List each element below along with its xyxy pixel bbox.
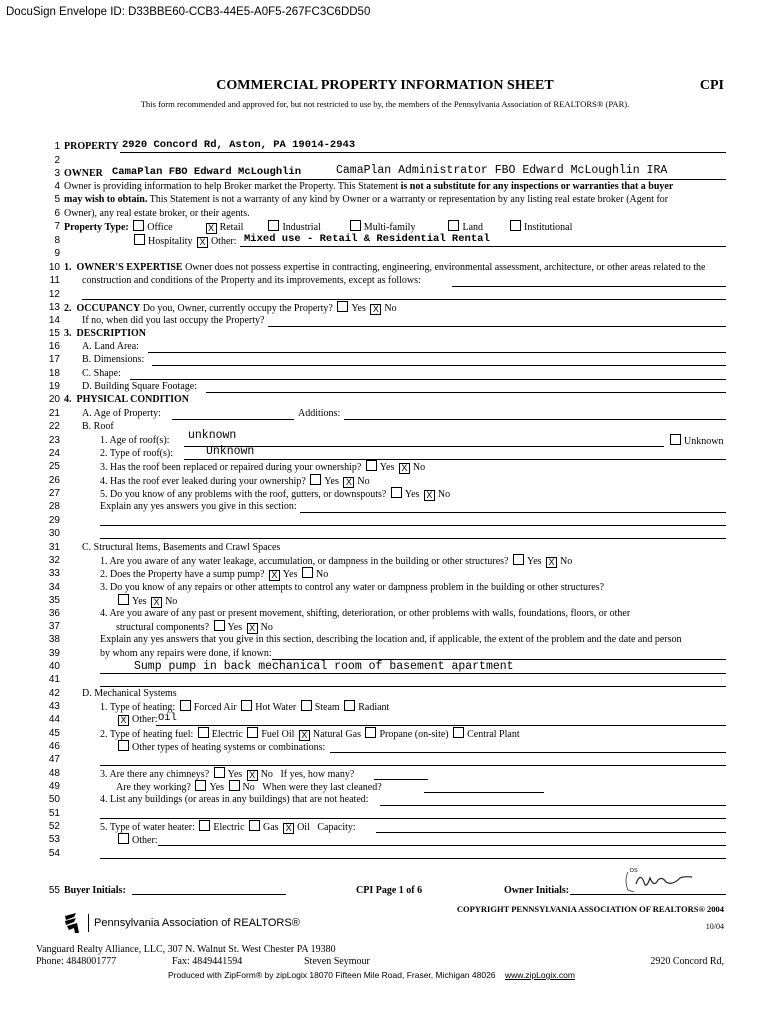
institutional-label: Institutional (524, 222, 573, 233)
type-roof-label: 2. Type of roof(s): (100, 448, 173, 459)
electric-fuel-label: Electric (211, 729, 243, 740)
bsf-line[interactable] (206, 392, 726, 393)
bsf-label: D. Building Square Footage: (82, 381, 197, 392)
owner-value-a[interactable]: CamaPlan FBO Edward McLoughlin (112, 166, 302, 178)
st-q4b: structural components? (116, 622, 210, 633)
chimneys-yes-checkbox[interactable] (214, 767, 225, 778)
wh-gas-checkbox[interactable] (249, 820, 260, 831)
st-q1-no-label: No (560, 556, 573, 567)
office-checkbox[interactable] (133, 220, 144, 231)
roof-label: B. Roof (82, 421, 114, 432)
line-number: 25 (48, 461, 60, 472)
st-q2-yes-checkbox[interactable]: X (269, 570, 280, 581)
owner-label: OWNER (64, 168, 103, 179)
line-number: 18 (48, 368, 60, 379)
age-property-line[interactable] (172, 419, 294, 420)
section2-title: OCCUPANCY (76, 303, 141, 314)
propane-checkbox[interactable] (365, 727, 376, 738)
st-q2-yes-label: Yes (282, 569, 298, 580)
other-type-label: Other: (210, 236, 237, 247)
line-number: 9 (54, 248, 60, 259)
line-number: 12 (48, 289, 60, 300)
st-explain-value[interactable]: Sump pump in back mechanical room of basement apartment (134, 660, 514, 673)
section1-num: 1. (64, 262, 72, 273)
line-number: 14 (48, 315, 60, 326)
hospitality-checkbox[interactable] (134, 234, 145, 245)
footer-agent: Steven Seymour (304, 956, 370, 967)
wh-electric-label: Electric (213, 822, 245, 833)
form-subtitle: This form recommended and approved for, but not restricted to use by, the members of the Pennsylvania Association of REALTORS® (PAR). (140, 99, 630, 109)
section4-num: 4. (64, 394, 72, 405)
working-yes-checkbox[interactable] (195, 780, 206, 791)
cleaned-label: When were they last cleaned? (262, 782, 382, 793)
chimneys-no-checkbox[interactable]: X (247, 770, 258, 781)
st-q3-no-label: No (165, 596, 178, 607)
line-number: 27 (48, 488, 60, 499)
other-heating-line-1[interactable] (330, 752, 726, 753)
wh-gas-label: Gas (263, 822, 279, 833)
st-q4-no-label: No (260, 622, 273, 633)
heat-other-line (156, 725, 726, 726)
line-number: 41 (48, 674, 60, 685)
line-number: 51 (48, 808, 60, 819)
other-type-checkbox[interactable]: X (197, 237, 208, 248)
wh-other-checkbox[interactable] (118, 833, 129, 844)
copyright: COPYRIGHT PENNSYLVANIA ASSOCIATION OF REALTORS® 2004 (456, 904, 724, 914)
ds-mark: DS (630, 868, 638, 874)
line-number: 6 (54, 208, 60, 219)
line-number: 34 (48, 582, 60, 593)
property-value[interactable]: 2920 Concord Rd, Aston, PA 19014-2943 (122, 139, 356, 151)
section2-num: 2. (64, 303, 72, 314)
st-explain-line-3[interactable] (100, 686, 726, 687)
other-heating-checkbox[interactable] (118, 740, 129, 751)
line-number: 26 (48, 475, 60, 486)
st-q1-no-checkbox[interactable]: X (546, 557, 557, 568)
section1-text: Owner does not possess expertise in contracting, engineering, environmental assessment, architecture, or other areas related to the (182, 262, 706, 273)
roof-unknown-label: Unknown (684, 436, 724, 447)
line-number: 48 (48, 768, 60, 779)
fuel-oil-checkbox[interactable] (247, 727, 258, 738)
line-number: 21 (48, 408, 60, 419)
section3-num: 3. (64, 328, 72, 339)
shape-line[interactable] (130, 379, 726, 380)
age-roof-label: 1. Age of roof(s): (100, 435, 170, 446)
page-info: CPI Page 1 of 6 (356, 885, 423, 896)
line-number: 10 (48, 262, 60, 273)
dimensions-line[interactable] (152, 365, 726, 366)
section2-text2: If no, when did you last occupy the Property? (82, 315, 265, 326)
st-q3-yes-label: Yes (132, 596, 147, 607)
hot-water-label: Hot Water (255, 702, 297, 713)
st-q4-yes-label: Yes (227, 622, 243, 633)
expertise-line-1 (452, 286, 726, 287)
dimensions-label: B. Dimensions: (82, 354, 145, 365)
wh-other-label: Other: (132, 835, 158, 846)
line-number: 5 (54, 194, 60, 205)
age-roof-line (184, 446, 664, 447)
roof-q5-no-label: No (437, 489, 451, 500)
line-number: 1 (54, 141, 60, 152)
land-area-label: A. Land Area: (82, 341, 139, 352)
chimneys-label: 3. Are there any chimneys? (100, 769, 210, 780)
line-number: 37 (48, 621, 60, 632)
wh-other-line-1[interactable] (158, 845, 726, 846)
line-number: 15 (48, 328, 60, 339)
line-number: 38 (48, 634, 60, 645)
section4-title: PHYSICAL CONDITION (76, 394, 190, 405)
roof-explain-line-2[interactable] (100, 525, 726, 526)
how-many-label: If yes, how many? (280, 769, 355, 780)
radiant-checkbox[interactable] (344, 700, 355, 711)
owner-value-b[interactable]: CamaPlan Administrator FBO Edward McLoughlin IRA (336, 164, 668, 177)
retail-checkbox[interactable]: X (206, 223, 217, 234)
st-q1-yes-checkbox[interactable] (513, 554, 524, 565)
office-label: Office (147, 222, 173, 233)
roof-q4: 4. Has the roof ever leaked during your ownership? (100, 476, 306, 487)
hot-water-checkbox[interactable] (241, 700, 252, 711)
last-occupy-line (268, 326, 726, 327)
structural-label: C. Structural Items, Basements and Crawl Spaces (82, 542, 281, 553)
roof-q5: 5. Do you know of any problems with the roof, gutters, or downspouts? (100, 489, 387, 500)
roof-q3-yes-checkbox[interactable] (366, 460, 377, 471)
st-q4-no-checkbox[interactable]: X (247, 623, 258, 634)
st-q2-no-label: No (315, 569, 329, 580)
st-q3: 3. Do you know of any repairs or other attempts to control any water or dampness problem in the building or other structures? (100, 582, 605, 593)
fuel-oil-label: Fuel Oil (261, 729, 295, 740)
owner-initials-label: Owner Initials: (504, 885, 570, 896)
section2-text: Do you, Owner, currently occupy the Property? (140, 303, 333, 314)
property-type-label: Property Type: (64, 222, 129, 233)
roof-explain-line-3[interactable] (100, 538, 726, 539)
line-number: 8 (54, 235, 60, 246)
chimneys-yes-label: Yes (227, 769, 243, 780)
footer-fax: Fax: 4849441594 (172, 956, 243, 967)
multifamily-label: Multi-family (363, 222, 416, 233)
not-heated-line-1[interactable] (380, 805, 726, 806)
shape-label: C. Shape: (82, 368, 121, 379)
age-property-label: A. Age of Property: (82, 408, 161, 419)
buyer-initials-line[interactable] (132, 894, 286, 895)
line-number: 44 (48, 714, 60, 725)
section3-title: DESCRIPTION (76, 328, 146, 339)
line-number: 4 (54, 181, 60, 192)
roof-q4-yes-checkbox[interactable] (310, 474, 321, 485)
water-heater-label: 5. Type of water heater: (100, 822, 195, 833)
line-number: 36 (48, 608, 60, 619)
forced-air-label: Forced Air (193, 702, 237, 713)
line-number: 52 (48, 821, 60, 832)
roof-q3-yes-label: Yes (379, 462, 395, 473)
line-number: 47 (48, 754, 60, 765)
st-q2: 2. Does the Property have a sump pump? (100, 569, 265, 580)
line-number: 43 (48, 701, 60, 712)
mechanical-label: D. Mechanical Systems (82, 688, 177, 699)
roof-unknown-checkbox[interactable] (670, 434, 681, 445)
line-number: 45 (48, 728, 60, 739)
other-heating-line-2[interactable] (100, 765, 726, 766)
capacity-label: Capacity: (317, 822, 356, 833)
line-number: 13 (48, 302, 60, 313)
land-area-line[interactable] (148, 352, 726, 353)
working-yes-label: Yes (209, 782, 225, 793)
line-number: 46 (48, 741, 60, 752)
footer-phone: Phone: 4848001777 (36, 956, 117, 967)
working-label: Are they working? (116, 782, 191, 793)
st-q4-yes-checkbox[interactable] (214, 620, 225, 631)
land-label: Land (462, 222, 484, 233)
footer-zipform: Produced with ZipForm® by zipLogix 18070 Fifteen Mile Road, Fraser, Michigan 48026 (168, 970, 496, 980)
other-heating-label: Other types of heating systems or combinations: (132, 742, 326, 753)
capacity-line[interactable] (376, 832, 726, 833)
roof-q4-no-label: No (357, 476, 370, 487)
multifamily-checkbox[interactable] (350, 220, 361, 231)
industrial-checkbox[interactable] (268, 220, 279, 231)
wh-oil-label: Oil (297, 822, 310, 833)
chimneys-no-label: No (260, 769, 273, 780)
steam-checkbox[interactable] (301, 700, 312, 711)
line-number: 33 (48, 568, 60, 579)
retail-label: Retail (219, 222, 244, 233)
heat-fuel-label: 2. Type of heating fuel: (100, 729, 194, 740)
forced-air-checkbox[interactable] (180, 700, 191, 711)
line-number: 16 (48, 341, 60, 352)
not-heated-label: 4. List any buildings (or areas in any buildings) that are not heated: (100, 794, 369, 805)
footer-broker: Vanguard Realty Alliance, LLC, 307 N. Walnut St. West Chester PA 19380 (36, 944, 336, 955)
propane-label: Propane (on-site) (379, 729, 449, 740)
line-number: 29 (48, 515, 60, 526)
roof-q3-no-checkbox[interactable]: X (399, 463, 410, 474)
st-q4a: 4. Are you aware of any past or present movement, shifting, deterioration, or other problems with walls, foundations, floors, or other (100, 608, 631, 619)
cleaned-line[interactable] (424, 792, 544, 793)
line-number: 31 (48, 542, 60, 553)
line-number: 32 (48, 555, 60, 566)
line-number: 28 (48, 501, 60, 512)
buyer-initials-label: Buyer Initials: (64, 885, 126, 896)
line-number: 30 (48, 528, 60, 539)
owner-statement-3: Owner), any real estate broker, or their agents. (64, 208, 250, 219)
line-number: 42 (48, 688, 60, 699)
line-number: 50 (48, 794, 60, 805)
line-number: 24 (48, 448, 60, 459)
line-number: 53 (48, 834, 60, 845)
st-q1: 1. Are you aware of any water leakage, accumulation, or dampness in the building or other structures? (100, 556, 509, 567)
footer-address: 2920 Concord Rd, (650, 956, 724, 967)
line-number: 22 (48, 421, 60, 432)
roof-q5-yes-label: Yes (404, 489, 420, 500)
heat-other-label: Other: (132, 714, 158, 725)
central-plant-checkbox[interactable] (453, 727, 464, 738)
roof-q4-no-checkbox[interactable]: X (343, 477, 354, 488)
expertise-line-2 (82, 299, 726, 300)
other-type-value[interactable]: Mixed use - Retail & Residential Rental (244, 233, 490, 245)
heat-other-value[interactable]: Oil (158, 712, 177, 724)
line-number: 54 (48, 848, 60, 859)
st-explain1: Explain any yes answers that you give in this section, describing the location and, if applicable, the extent of the problem and the date and person (100, 634, 682, 645)
line-number: 7 (54, 221, 60, 232)
natural-gas-checkbox[interactable]: X (299, 730, 310, 741)
other-type-line (240, 246, 726, 247)
natural-gas-label: Natural Gas (312, 729, 361, 740)
occupy-yes-label: Yes (351, 303, 366, 314)
roof-q3: 3. Has the roof been replaced or repaired during your ownership? (100, 462, 362, 473)
line-number: 35 (48, 595, 60, 606)
wh-other-line-2[interactable] (100, 858, 726, 859)
section1-title: OWNER'S EXPERTISE (76, 262, 183, 273)
working-no-label: No (242, 782, 255, 793)
steam-label: Steam (314, 702, 340, 713)
heat-type-label: 1. Type of heating: (100, 702, 176, 713)
industrial-label: Industrial (282, 222, 321, 233)
roof-explain-label: Explain any yes answers you give in this section: (100, 501, 297, 512)
roof-explain-line-1[interactable] (300, 512, 726, 513)
wh-oil-checkbox[interactable]: X (283, 823, 294, 834)
line-number: 17 (48, 354, 60, 365)
logo-divider (88, 914, 89, 932)
roof-q3-no-label: No (412, 462, 426, 473)
par-logo-text: Pennsylvania Association of REALTORS® (94, 917, 300, 929)
occupy-yes-checkbox[interactable] (337, 301, 348, 312)
radiant-label: Radiant (358, 702, 390, 713)
st-explain-line-2 (100, 673, 726, 674)
owner-statement-1b: is not a substitute for any inspections or warranties that a buyer (400, 181, 674, 192)
envelope-id: DocuSign Envelope ID: D33BBE60-CCB3-44E5-A0F5-267FC3C6DD50 (6, 6, 371, 18)
land-checkbox[interactable] (448, 220, 459, 231)
line-number: 23 (48, 435, 60, 446)
property-label: PROPERTY (64, 141, 119, 152)
line-number: 39 (48, 648, 60, 659)
line-number: 55 (48, 885, 60, 896)
section1-text2: construction and conditions of the Property and its improvements, except as follows: (82, 275, 421, 286)
date-code: 10/04 (705, 922, 724, 931)
st-q3-yes-checkbox[interactable] (118, 594, 129, 605)
type-roof-value[interactable]: Unknown (206, 445, 255, 458)
line-number: 20 (48, 394, 60, 405)
property-line (120, 152, 726, 153)
occupy-no-checkbox[interactable]: X (370, 304, 381, 315)
additions-label: Additions: (298, 408, 341, 419)
line-number: 2 (54, 155, 60, 166)
st-q3-no-checkbox[interactable]: X (151, 597, 162, 608)
working-no-checkbox[interactable] (229, 780, 240, 791)
additions-line[interactable] (344, 419, 726, 420)
how-many-line[interactable] (374, 779, 428, 780)
line-number: 3 (54, 168, 60, 179)
electric-fuel-checkbox[interactable] (198, 727, 209, 738)
heat-other-checkbox[interactable]: X (118, 715, 129, 726)
line-number: 49 (48, 781, 60, 792)
central-plant-label: Central Plant (467, 729, 520, 740)
par-logo-icon (64, 912, 84, 934)
occupy-no-label: No (384, 303, 397, 314)
owner-statement-2b: This Statement is not a warranty of any kind by Owner or a warranty or representation by any listing real estate broker (Agent for (147, 194, 669, 205)
form-title: COMMERCIAL PROPERTY INFORMATION SHEET (216, 78, 554, 93)
st-q2-no-checkbox[interactable] (302, 567, 313, 578)
owner-statement-2a: may wish to obtain. (64, 194, 148, 205)
owner-statement-1a: Owner is providing information to help Broker market the Property. This Statement (64, 181, 401, 192)
form-code: CPI (699, 78, 724, 93)
roof-q4-yes-label: Yes (324, 476, 339, 487)
wh-electric-checkbox[interactable] (199, 820, 210, 831)
institutional-checkbox[interactable] (510, 220, 521, 231)
hospitality-label: Hospitality (148, 236, 193, 247)
not-heated-line-2[interactable] (100, 818, 726, 819)
line-number: 11 (49, 275, 60, 286)
roof-q5-yes-checkbox[interactable] (391, 487, 402, 498)
age-roof-value[interactable]: unknown (188, 429, 237, 442)
roof-q5-no-checkbox[interactable]: X (424, 490, 435, 501)
st-q1-yes-label: Yes (526, 556, 542, 567)
line-number: 19 (48, 381, 60, 392)
footer-url-link[interactable]: www.zipLogix.com (505, 970, 575, 980)
st-explain2: by whom any repairs were done, if known: (100, 648, 272, 659)
line-number: 40 (48, 661, 60, 672)
